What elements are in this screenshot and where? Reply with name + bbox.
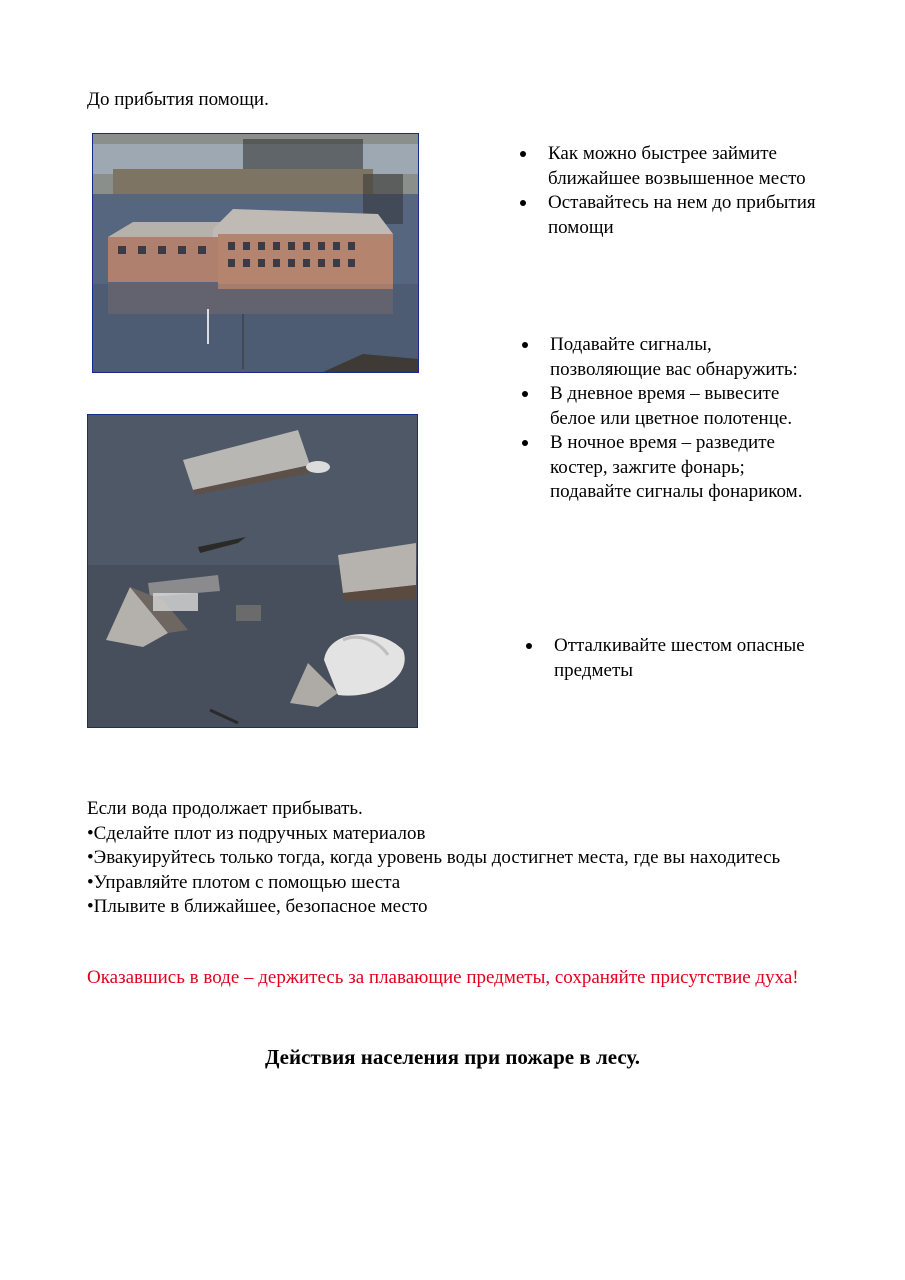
water-rising-item: •Плывите в ближайшее, безопасное место — [87, 896, 428, 917]
water-rising-item: •Сделайте плот из подручных материалов — [87, 822, 426, 844]
list-item: Оставайтесь на нем до прибытия помощи — [519, 191, 819, 240]
section-heading-forest-fire: Действия населения при пожаре в лесу. — [264, 1045, 641, 1069]
bullet-list-signals — [521, 333, 821, 505]
flooded-school-photo — [92, 133, 419, 373]
bullet-list-objects — [525, 634, 805, 683]
list-item: В дневное время – вывесите белое или цветное полотенце. — [521, 382, 821, 431]
bullet-list-shelter — [519, 142, 819, 240]
warning-text: Оказавшись в воде – держитесь за плавающие предметы, сохраняйте присутствие духа! — [87, 967, 799, 988]
water-rising-lead: Если вода продолжает прибывать. — [87, 798, 363, 819]
list-item: Отталкивайте шестом опасные предметы — [525, 634, 805, 683]
list-item: Подавайте сигналы, позволяющие вас обнаружить: — [521, 333, 821, 382]
list-item: В ночное время – разведите костер, зажгите фонарь; подавайте сигналы фонариком. — [521, 431, 821, 505]
flooded-houses-photo — [87, 414, 418, 728]
list-item: Как можно быстрее займите ближайшее возвышенное место — [519, 142, 819, 191]
intro-heading: До прибытия помощи. — [87, 89, 269, 110]
water-rising-item: •Эвакуируйтесь только тогда, когда уровень воды достигнет места, где вы находитесь — [87, 847, 781, 868]
water-rising-section — [87, 797, 807, 920]
water-rising-item: •Управляйте плотом с помощью шеста — [87, 871, 401, 893]
